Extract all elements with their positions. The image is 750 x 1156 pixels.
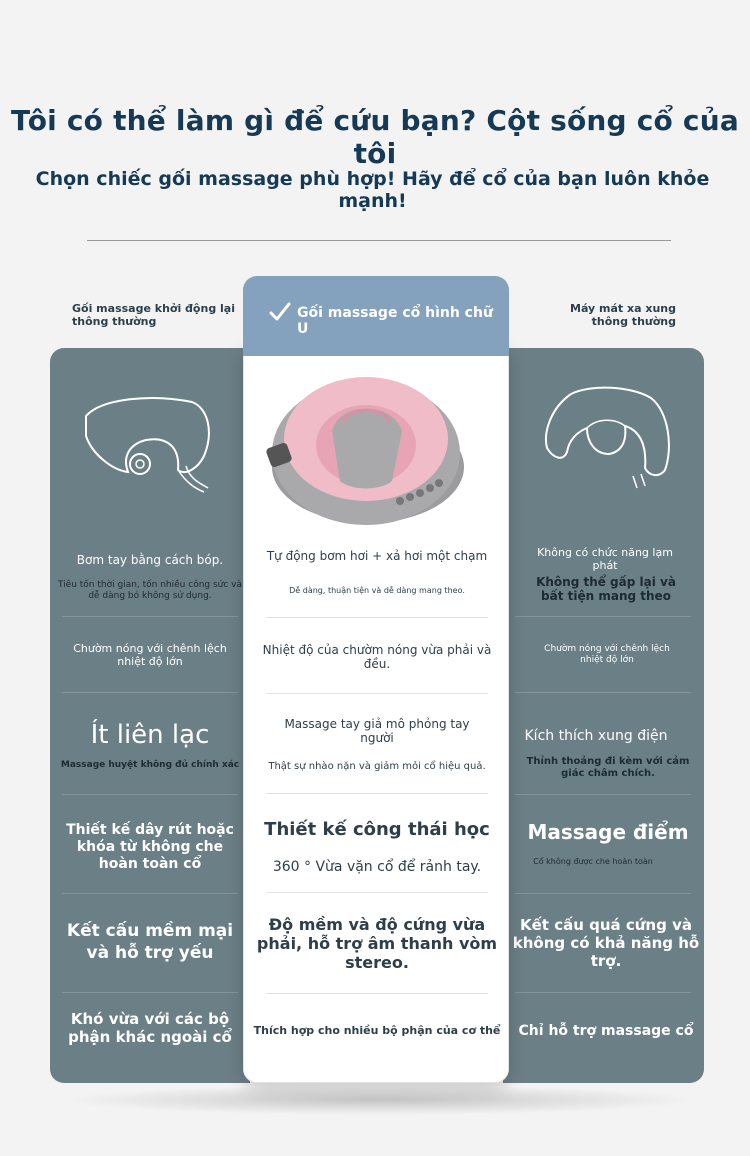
row-divider: [62, 893, 238, 894]
center-row1-sub: Dễ dàng, thuận tiện và dễ dàng mang theo.: [289, 586, 465, 595]
right-row3-main: Kích thích xung điện: [524, 728, 668, 744]
row-divider: [515, 616, 691, 617]
left-column-label: Gối massage khởi động lại thông thường: [72, 302, 235, 328]
bottom-shadow: [60, 1085, 700, 1115]
left-row2-main: Chườm nóng với chênh lệch nhiệt độ lớn: [73, 642, 227, 668]
center-comparison-panel: [243, 346, 509, 1083]
row-divider: [515, 692, 691, 693]
center-row3-sub: Thật sự nhào nặn và giảm mỏi cổ hiệu quả.: [268, 761, 486, 772]
pillow-outline-icon: [82, 396, 214, 496]
center-row4-sub: 360 ° Vừa vặn cổ để rảnh tay.: [272, 859, 482, 875]
divider: [87, 240, 671, 241]
center-column-header: [243, 276, 509, 356]
center-row6-main: Thích hợp cho nhiều bộ phận của cơ thể: [253, 1024, 501, 1037]
right-row5-main: Kết cấu quá cứng và không có khả năng hỗ trợ.: [512, 916, 700, 970]
row-divider: [515, 794, 691, 795]
row-divider: [266, 617, 488, 618]
center-column-label: Gối massage cổ hình chữ U: [297, 305, 493, 337]
right-row4-sub: Cổ không được che hoàn toàn: [533, 857, 653, 866]
left-row4-main: Thiết kế dây rút hoặc khóa từ không che hoàn toàn cổ: [66, 822, 234, 872]
left-row6-main: Khó vừa với các bộ phận khác ngoài cổ: [68, 1010, 232, 1046]
center-row4-main: Thiết kế công thái học: [264, 819, 490, 840]
row-divider: [515, 893, 691, 894]
row-divider: [266, 892, 488, 893]
left-row3-sub: Massage huyệt không đủ chính xác: [60, 760, 240, 770]
right-row2-main: Chườm nóng với chênh lệch nhiệt độ lớn: [544, 644, 670, 665]
right-row1-main: Không có chức năng lạm phát: [537, 546, 673, 572]
row-divider: [62, 616, 238, 617]
left-row1-main: Bơm tay bằng cách bóp.: [76, 553, 224, 567]
right-column-label: Máy mát xa xung thông thường: [570, 302, 676, 328]
row-divider: [62, 992, 238, 993]
row-divider: [515, 992, 691, 993]
center-row2-main: Nhiệt độ của chườm nóng vừa phải và đều.: [262, 643, 492, 671]
center-row1-main: Tự động bơm hơi + xả hơi một chạm: [266, 549, 488, 563]
right-row1-sub: Không thể gấp lại và bất tiện mang theo: [536, 575, 676, 603]
neck-massager-outline-icon: [541, 384, 673, 494]
row-divider: [266, 693, 488, 694]
right-row3-sub: Thỉnh thoảng đi kèm với cảm giác châm chích.: [526, 756, 690, 779]
row-divider: [266, 793, 488, 794]
left-comparison-panel: [50, 348, 250, 1083]
row-divider: [62, 794, 238, 795]
page-title: Tôi có thể làm gì để cứu bạn? Cột sống cổ của tôi: [11, 104, 739, 170]
right-row4-main: Massage điểm: [527, 820, 689, 844]
row-divider: [266, 993, 488, 994]
row-divider: [62, 692, 238, 693]
center-row5-main: Độ mềm và độ cứng vừa phải, hỗ trợ âm thanh vòm stereo.: [256, 915, 498, 972]
left-row1-sub: Tiêu tốn thời gian, tốn nhiều công sức và dễ dàng bỏ không sử dụng.: [57, 580, 243, 601]
check-icon: [269, 302, 291, 322]
center-row3-main: Massage tay giả mô phỏng tay người: [284, 717, 470, 745]
u-pillow-product-image: [262, 361, 470, 529]
page-subtitle: Chọn chiếc gối massage phù hợp! Hãy để cổ của bạn luôn khỏe mạnh!: [35, 168, 710, 212]
right-row6-main: Chỉ hỗ trợ massage cổ: [518, 1023, 694, 1039]
left-row5-main: Kết cấu mềm mại và hỗ trợ yếu: [66, 921, 234, 963]
right-comparison-panel: [503, 348, 704, 1083]
left-row3-main: Ít liên lạc: [90, 720, 210, 750]
